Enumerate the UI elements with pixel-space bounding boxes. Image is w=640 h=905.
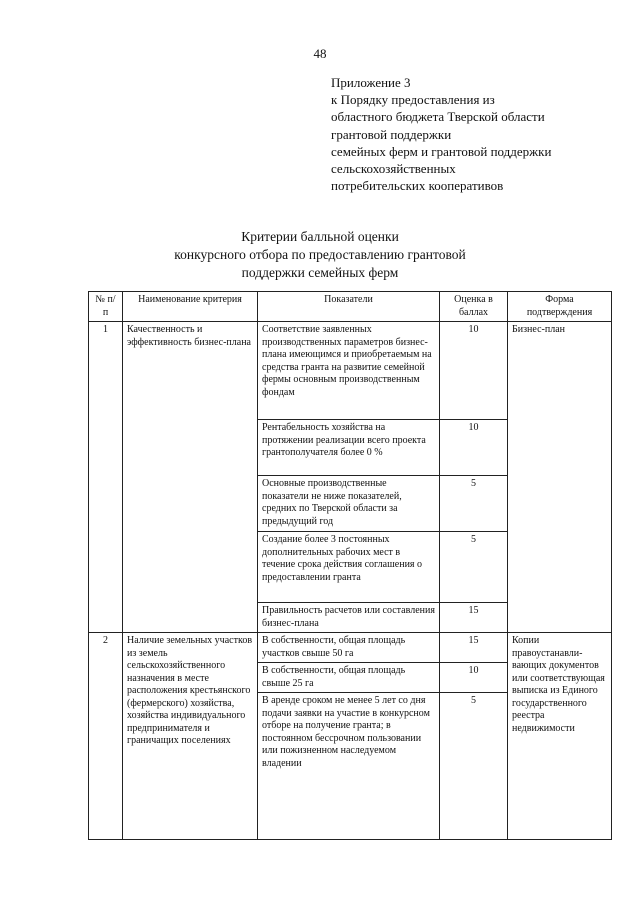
score-cell: 15 — [440, 633, 508, 663]
title-line: Критерии балльной оценки — [241, 229, 399, 244]
appendix-line: потребительских кооперативов — [331, 178, 504, 194]
criteria-table — [88, 291, 612, 840]
appendix-line: областного бюджета Тверской области — [331, 109, 545, 125]
appendix-line: грантовой поддержки — [331, 126, 452, 142]
document-title — [0, 228, 640, 282]
score-cell: 10 — [440, 663, 508, 693]
appendix-header — [331, 74, 621, 194]
table-row — [89, 322, 612, 420]
indicator-cell: В аренде сроком не менее 5 лет со дня подачи заявки на участие в конкурсном отборе на получение гранта; в постоянном бессрочном пользовании или пожизненном наследуемом владении — [258, 693, 440, 840]
header-criterion: Наименование критерия — [123, 292, 258, 322]
header-indicators: Показатели — [258, 292, 440, 322]
table-header-row — [89, 292, 612, 322]
table-row — [89, 633, 612, 663]
indicator-cell: Создание более 3 постоянных дополнительных рабочих мест в течение срока действия соглашения о предоставлении гранта — [258, 532, 440, 603]
indicator-cell: В собственности, общая площадь участков свыше 50 га — [258, 633, 440, 663]
indicator-cell: В собственности, общая площадь свыше 25 га — [258, 663, 440, 693]
indicator-cell: Соответствие заявленных производственных параметров бизнес-плана имеющимся и приобретаемым на средства гранта на развитие семейной фермы основным производственным фондам — [258, 322, 440, 420]
appendix-line: к Порядку предоставления из — [331, 92, 495, 108]
indicator-cell: Рентабельность хозяйства на протяжении реализации всего проекта грантополучателя более 0 % — [258, 420, 440, 476]
indicator-cell: Правильность расчетов или составления бизнес-плана — [258, 603, 440, 633]
title-line: поддержки семейных ферм — [241, 265, 399, 280]
appendix-line: семейных ферм и грантовой поддержки — [331, 143, 552, 159]
score-cell: 15 — [440, 603, 508, 633]
score-cell: 10 — [440, 322, 508, 420]
header-score: Оценка в баллах — [440, 292, 508, 322]
row-number: 2 — [89, 633, 123, 840]
page-number: 48 — [313, 46, 327, 61]
score-cell: 5 — [440, 693, 508, 840]
row-number: 1 — [89, 322, 123, 633]
criterion-name: Наличие земельных участков из земель сельскохозяйственного назначения в месте расположения крестьянского (фермерского) хозяйства, хозяйства индивидуального предпринимателя и граничащих поселениях — [123, 633, 258, 840]
score-cell: 5 — [440, 532, 508, 603]
criterion-name: Качественность и эффективность бизнес-плана — [123, 322, 258, 633]
header-number: № п/п — [89, 292, 123, 322]
appendix-line: Приложение 3 — [331, 75, 411, 90]
title-line: конкурсного отбора по предоставлению грантовой — [174, 247, 466, 262]
score-cell: 5 — [440, 476, 508, 532]
header-confirmation: Форма подтверждения — [508, 292, 612, 322]
confirmation-form: Копии правоустанавли-вающих документов или соответствующая выписка из Единого государственного реестра недвижимости — [508, 633, 612, 840]
confirmation-form: Бизнес-план — [508, 322, 612, 633]
score-cell: 10 — [440, 420, 508, 476]
indicator-cell: Основные производственные показатели не ниже показателей, средних по Тверской области за предыдущий год — [258, 476, 440, 532]
appendix-line: сельскохозяйственных — [331, 161, 456, 177]
